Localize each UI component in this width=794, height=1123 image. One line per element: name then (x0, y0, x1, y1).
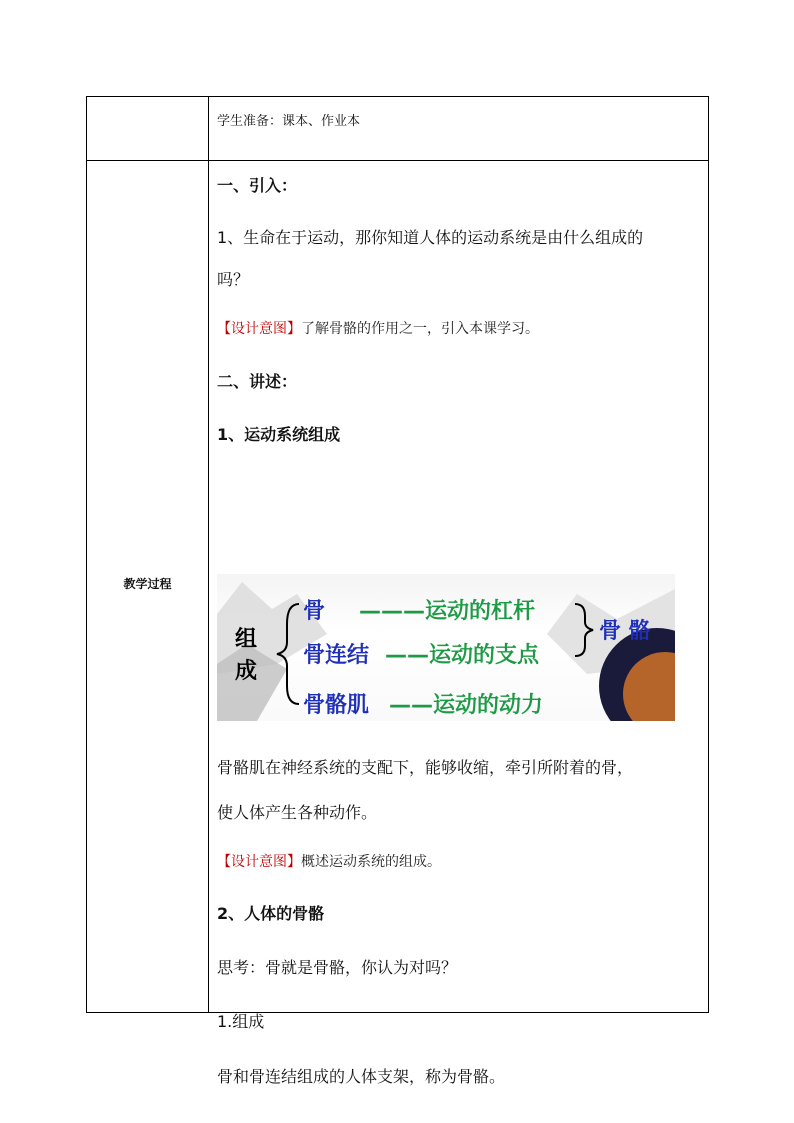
motion-system-diagram (217, 574, 675, 721)
group-label-bottom: 成 (235, 659, 258, 684)
design-intent-2 (217, 851, 441, 871)
row-divider (87, 160, 708, 161)
column-divider (208, 97, 209, 1012)
sub1-heading: 1、运动系统组成 (217, 425, 341, 444)
paragraph-line1: 骨骼肌在神经系统的支配下，能够收缩，牵引所附着的骨， (217, 758, 634, 777)
think-question: 思考：骨就是骨骼，你认为对吗？ (217, 958, 458, 977)
row1-left: 骨 (303, 599, 326, 624)
section1-heading: 一、引入： (217, 176, 298, 195)
lesson-table (86, 96, 709, 1086)
row3-right: ——运动的动力 (389, 693, 544, 718)
paragraph-line2: 使人体产生各种动作。 (217, 803, 378, 822)
point1-text: 骨和骨连结组成的人体支架，称为骨骼。 (217, 1067, 506, 1086)
design-intent-1 (217, 318, 539, 338)
row1-right: ———运动的杠杆 (359, 599, 536, 624)
design-intent-label: 【设计意图】 (217, 321, 301, 337)
sub2-heading: 2、人体的骨骼 (217, 904, 325, 923)
row2-right: ——运动的支点 (385, 643, 540, 668)
row2-left: 骨连结 (303, 643, 370, 668)
student-prep-text: 学生准备：课本、作业本 (217, 114, 361, 129)
group-label-top: 组 (235, 627, 258, 652)
section2-heading: 二、讲述： (217, 372, 298, 391)
design-intent-text: 了解骨骼的作用之一，引入本课学习。 (301, 321, 539, 337)
question-line2: 吗？ (217, 270, 250, 289)
design-intent2-label: 【设计意图】 (217, 854, 301, 870)
point1-heading: 1.组成 (217, 1012, 265, 1031)
teaching-process-label: 教学过程 (123, 577, 172, 591)
result-label: 骨 骼 (599, 619, 651, 644)
question-line1: 1、生命在于运动，那你知道人体的运动系统是由什么组成的 (217, 228, 644, 247)
design-intent2-text: 概述运动系统的组成。 (301, 854, 441, 870)
row3-left: 骨骼肌 (303, 693, 370, 718)
